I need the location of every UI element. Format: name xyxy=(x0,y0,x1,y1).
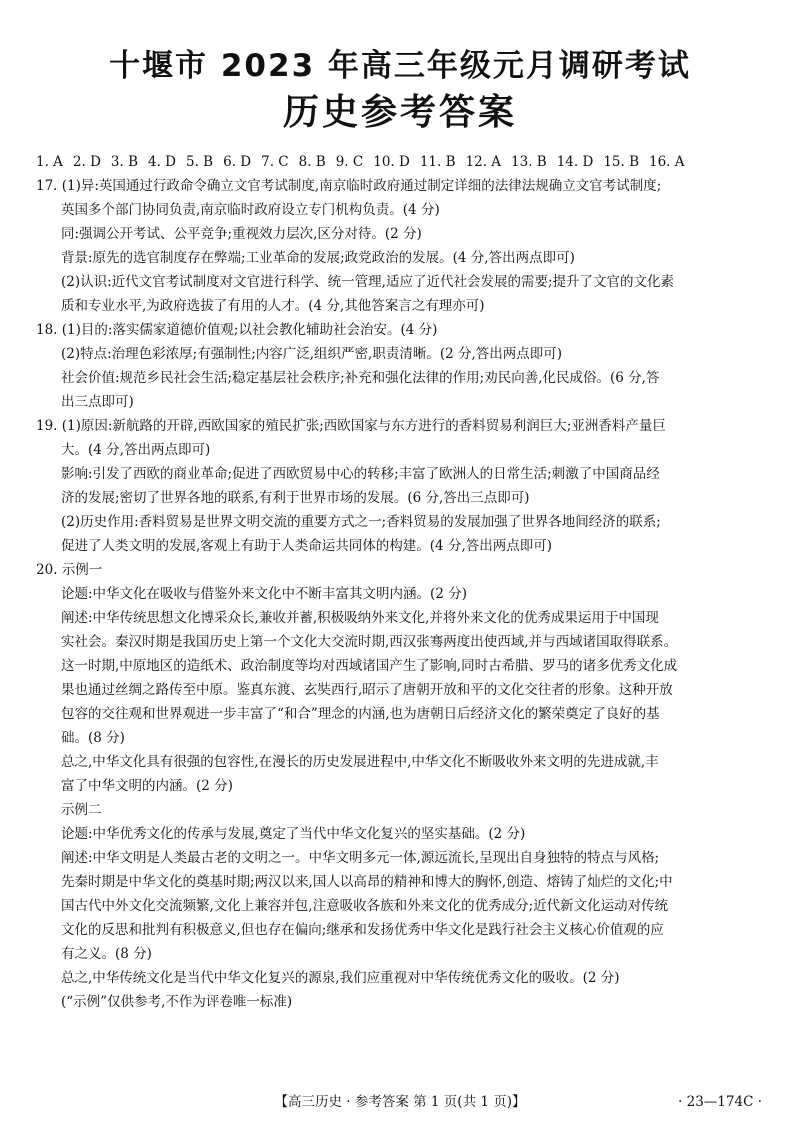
footer-page-info: 【高三历史 · 参考答案 第 1 页(共 1 页)】 xyxy=(274,1094,526,1110)
answer-item: 5. B xyxy=(186,154,214,170)
text-line: 背景:原先的选官制度存在弊端;工业革命的发展;政党政治的发展。(4 分,答出两点即可) xyxy=(61,250,575,266)
text-line: (2)认识:近代文官考试制度对文官进行科学、统一管理,适应了近代社会发展的需要;提升了文官的文化素 xyxy=(61,274,675,290)
text-line: 阐述:中华传统思想文化博采众长,兼收并蓄,积极吸纳外来文化,并将外来文化的优秀成果运用于中国现 xyxy=(61,610,659,626)
text-line: 论题:中华文化在吸收与借鉴外来文化中不断丰富其文明内涵。(2 分) xyxy=(61,586,467,602)
text-line: 实社会。秦汉时期是我国历史上第一个文化大交流时期,西汉张骞两度出使西域,并与西域诸国取得联系。 xyxy=(61,634,678,650)
text-line: 同:强调公开考试、公平竞争;重视效力层次,区分对待。(2 分) xyxy=(61,226,422,242)
text-line: 20. 示例一 xyxy=(36,562,103,578)
answer-item: 11. B xyxy=(419,154,456,170)
answer-item: 4. D xyxy=(148,154,177,170)
text-line: 19. (1)原因:新航路的开辟,西欧国家的殖民扩张;西欧国家与东方进行的香料贸易利润巨大;亚洲香料产量巨 xyxy=(36,418,666,434)
text-line: 国古代中外文化交流频繁,文化上兼容并包,注意吸收各族和外来文化的优秀成分;近代新文化运动对传统 xyxy=(61,898,669,914)
answer-item: 15. B xyxy=(603,154,639,170)
text-line: (“示例”仅供参考,不作为评卷唯一标准) xyxy=(61,994,293,1010)
text-line: 质和专业水平,为政府选拔了有用的人才。(4 分,其他答案言之有理亦可) xyxy=(61,298,485,314)
answer-item: 1. A xyxy=(36,154,63,170)
text-line: 论题:中华优秀文化的传承与发展,奠定了当代中华文化复兴的坚实基础。(2 分) xyxy=(61,826,526,842)
multiple-choice-answers xyxy=(36,150,766,174)
text-line: 18. (1)目的:落实儒家道德价值观;以社会教化辅助社会治安。(4 分) xyxy=(36,322,438,338)
exam-title: 十堰市 2023 年高三年级元月调研考试 xyxy=(109,48,691,84)
text-line: 17. (1)异:英国通过行政命令确立文官考试制度,南京临时政府通过制定详细的法律法规确立文官考试制度; xyxy=(36,178,662,194)
page-footer xyxy=(0,1090,800,1114)
footer-code: · 23—174C · xyxy=(678,1094,762,1110)
text-line: 济的发展;密切了世界各地的联系,有利于世界市场的发展。(6 分,答出三点即可) xyxy=(61,490,530,506)
text-line: 阐述:中华文明是人类最古老的文明之一。中华文明多元一体,源远流长,呈现出自身独特的特点与风格; xyxy=(61,850,660,866)
text-line: 有之义。(8 分) xyxy=(61,946,152,962)
answer-item: 3. B xyxy=(110,154,139,170)
document-subtitle: 历史参考答案 xyxy=(282,92,517,133)
text-line: 影响:引发了西欧的商业革命;促进了西欧贸易中心的转移;丰富了欧洲人的日常生活;刺激了中国商品经 xyxy=(61,466,660,482)
text-line: 果也通过丝绸之路传至中原。鉴真东渡、玄奘西行,昭示了唐朝开放和平的文化交往者的形象。这种开放 xyxy=(61,682,673,698)
text-line: 大。(4 分,答出两点即可) xyxy=(61,442,211,458)
text-line: 英国多个部门协同负责,南京临时政府设立专门机构负责。(4 分) xyxy=(61,202,440,218)
answer-item: 7. C xyxy=(261,154,289,170)
text-line: 社会价值:规范乡民社会生活;稳定基层社会秩序;补充和强化法律的作用;劝民向善,化民成俗。(6 分,答 xyxy=(61,370,660,386)
text-line: 础。(8 分) xyxy=(61,730,125,746)
answer-item: 12. A xyxy=(465,154,502,170)
answer-item: 6. D xyxy=(223,154,252,170)
text-line: 先秦时期是中华文化的奠基时期;两汉以来,国人以高昂的精神和博大的胸怀,创造、熔铸了灿烂的文化;中 xyxy=(61,874,673,890)
answer-content xyxy=(36,150,766,1014)
text-line: 出三点即可) xyxy=(61,394,134,410)
text-line: 包容的交往观和世界观进一步丰富了“和合”理念的内涵,也为唐朝日后经济文化的繁荣奠定了良好的基 xyxy=(61,706,660,722)
text-line: 总之,中华文化具有很强的包容性,在漫长的历史发展进程中,中华文化不断吸收外来文明的先进成就,丰 xyxy=(61,754,659,770)
answer-item: 2. D xyxy=(72,154,101,170)
text-line: 总之,中华传统文化是当代中华文化复兴的源泉,我们应重视对中华传统优秀文化的吸收。(2 分) xyxy=(61,970,620,986)
text-line: 这一时期,中原地区的造纸术、政治制度等均对西域诸国产生了影响,同时古希腊、罗马的诸多优秀文化成 xyxy=(61,658,678,674)
text-line: (2)特点:治理色彩浓厚;有强制性;内容广泛,组织严密,职责清晰。(2 分,答出两点即可) xyxy=(61,346,563,362)
answer-item: 13. B xyxy=(511,154,547,170)
answer-item: 14. D xyxy=(556,154,594,170)
answer-item: 9. C xyxy=(335,154,364,170)
text-line: 示例二 xyxy=(61,802,102,818)
text-line: (2)历史作用:香料贸易是世界文明交流的重要方式之一;香料贸易的发展加强了世界各地间经济的联系; xyxy=(61,514,661,530)
text-line: 促进了人类文明的发展,客观上有助于人类命运共同体的构建。(4 分,答出两点即可) xyxy=(61,538,552,554)
text-line: 文化的反思和批判有积极意义,但也存在偏向;继承和发扬优秀中华文化是践行社会主义核心价值观的应 xyxy=(61,922,664,938)
essay-answers xyxy=(36,174,766,1014)
answer-item: 10. D xyxy=(373,154,410,170)
answer-item: 16. A xyxy=(649,154,685,170)
answer-item: 8. B xyxy=(298,154,326,170)
text-line: 富了中华文明的内涵。(2 分) xyxy=(61,778,233,794)
